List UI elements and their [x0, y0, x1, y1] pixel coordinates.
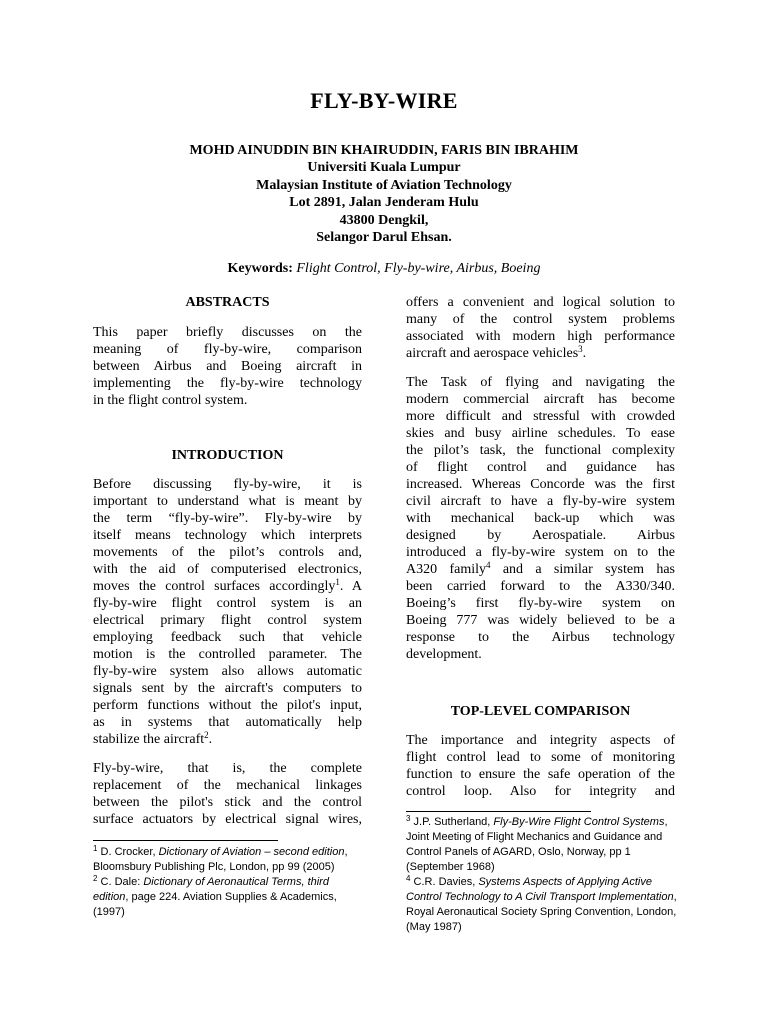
text-line: This paper briefly discusses on the [93, 325, 362, 340]
text-line: modern commercial aircraft has become [406, 392, 675, 407]
footnote-ref-4: 4 [485, 560, 491, 570]
footnote-4 [406, 875, 678, 935]
footnote-ref-2: 2 [204, 730, 209, 740]
text-line: increased. Whereas Concorde was the first [406, 477, 675, 492]
affiliation-university: Universiti Kuala Lumpur [307, 160, 461, 176]
text-line: designed by Aerospatiale. Airbus [406, 528, 675, 543]
text-line: employing feedback such that vehicle [93, 630, 362, 645]
text-line: between Airbus and Boeing aircraft in [93, 359, 362, 374]
footnote-number: 1 [93, 844, 98, 853]
text-line: the term “fly-by-wire”. Fly-by-wire by [93, 511, 362, 526]
text-line: Before discussing fly-by-wire, it is [93, 477, 362, 492]
text-line: motion is the controlled parameter. The [93, 647, 362, 662]
text-line: function to ensure the safe operation of the [406, 767, 675, 782]
text-line: associated with modern high performance [406, 329, 675, 344]
text-line-with-ref [406, 561, 675, 578]
text-line: surface actuators by electrical signal wires, [93, 812, 362, 827]
footnote-title: Systems Aspects of Applying Active Control Technology to A Civil Transport Implementation [406, 876, 674, 903]
address-line-1: Lot 2891, Jalan Jenderam Hulu [289, 195, 479, 211]
footnote-number: 4 [406, 874, 411, 883]
text-line: Boeing 777 was widely believed to be a [406, 613, 675, 628]
text-line: Fly-by-wire, that is, the complete [93, 761, 362, 776]
text-line: implementing the fly-by-wire technology [93, 376, 362, 391]
footnote-text: C. Dale: [97, 876, 144, 888]
text-line: The Task of flying and navigating the [406, 375, 675, 390]
address-line-3: Selangor Darul Ehsan. [316, 230, 452, 246]
footnote-text: J.P. Sutherland, [410, 816, 494, 828]
address-line-2: 43800 Dengkil, [339, 212, 429, 228]
footnote-ref-1: 1 [335, 577, 340, 587]
text-fragment: . [582, 346, 587, 361]
text-fragment: A320 family [406, 562, 486, 577]
text-line: many of the control system problems [406, 312, 675, 327]
text-line: movements of the pilot’s controls and, [93, 545, 362, 560]
footnote-text: , Bloomsbury Publishing Plc, London, pp 99 (2005) [93, 846, 348, 873]
text-line-with-ref [93, 578, 362, 595]
text-line-with-ref [93, 731, 362, 748]
footnote-number: 3 [406, 814, 411, 823]
text-fragment: stabilize the aircraft [93, 732, 205, 747]
footnote-text: C.R. Davies, [410, 876, 479, 888]
text-line: fly-by-wire system also allows automatic [93, 664, 362, 679]
left-column [93, 294, 362, 828]
text-line: between the pilot's stick and the control [93, 795, 362, 810]
introduction-paragraph-1 [93, 476, 362, 748]
text-line: as in systems that automatically help [93, 715, 362, 730]
text-line: with the aid of computerised electronics, [93, 562, 362, 577]
text-line: important to understand what is meant by [93, 494, 362, 509]
text-line: fly-by-wire flight control system is an [93, 596, 362, 611]
introduction-paragraph-2 [93, 760, 362, 828]
text-line: flight control lead to some of monitoring [406, 750, 675, 765]
author-names: MOHD AINUDDIN BIN KHAIRUDDIN, FARIS BIN IBRAHIM [189, 143, 579, 158]
footnote-text: , page 224. Aviation Supplies & Academics, (1997) [93, 891, 337, 918]
text-line: with mechanical back-up which was [406, 511, 675, 526]
text-line: signals sent by the aircraft's computers to [93, 681, 362, 696]
footnote-title: Dictionary of Aviation – second edition [158, 846, 345, 858]
text-line: offers a convenient and logical solution to [406, 295, 675, 310]
text-line: skies and busy airline schedules. To ease [406, 426, 675, 441]
author-block [0, 142, 768, 246]
right-column [406, 294, 675, 800]
text-fragment: aircraft and aerospace vehicles [406, 346, 579, 361]
footnote-divider-left [93, 840, 278, 841]
text-line: control loop. Also for integrity and [406, 784, 675, 799]
right-paragraph-1 [406, 294, 675, 362]
paper-title: FLY-BY-WIRE [310, 88, 458, 113]
text-line: civil aircraft to have a fly-by-wire system [406, 494, 675, 509]
text-fragment: moves the control surfaces accordingly [93, 579, 336, 594]
footnotes-right [406, 815, 678, 935]
footnote-title: Fly-By-Wire Flight Control Systems [493, 816, 665, 828]
text-line-with-ref [406, 345, 675, 362]
footnote-text: , Royal Aeronautical Society Spring Convention, London, (May 1987) [406, 891, 677, 933]
text-line: more difficult and stressful with crowded [406, 409, 675, 424]
introduction-heading: INTRODUCTION [171, 448, 284, 463]
text-line: been carried forward to the A330/340. [406, 579, 675, 594]
text-line: replacement of the mechanical linkages [93, 778, 362, 793]
text-line: response to the Airbus technology [406, 630, 675, 645]
footnote-title: Dictionary of Aeronautical Terms, third edition [93, 876, 329, 903]
keywords-line [0, 261, 768, 277]
affiliation-institute: Malaysian Institute of Aviation Technology [256, 177, 512, 193]
comparison-paragraph [406, 732, 675, 800]
text-line: meaning of fly-by-wire, comparison [93, 342, 362, 357]
footnotes-left [93, 845, 365, 920]
footnote-ref-3: 3 [578, 344, 583, 354]
abstract-heading: ABSTRACTS [185, 295, 270, 310]
right-paragraph-2 [406, 374, 675, 663]
footnote-1 [93, 845, 365, 875]
text-line: introduced a fly-by-wire system on to the [406, 545, 675, 560]
abstract-paragraph [93, 324, 362, 409]
footnote-divider-right [406, 811, 591, 812]
text-line: in the flight control system. [93, 393, 248, 408]
text-line: of flight control and guidance has [406, 460, 675, 475]
text-fragment: . A [339, 579, 362, 594]
keywords-value: Flight Control, Fly-by-wire, Airbus, Boeing [296, 261, 541, 276]
text-line: electrical primary flight control system [93, 613, 362, 628]
text-line: Boeing’s first fly-by-wire system on [406, 596, 675, 611]
text-fragment: and a similar system has [490, 562, 675, 577]
text-line: itself means technology which interprets [93, 528, 362, 543]
footnote-3 [406, 815, 678, 875]
text-line: the pilot’s task, the functional complexity [406, 443, 675, 458]
text-line: The importance and integrity aspects of [406, 733, 675, 748]
keywords-label: Keywords: [227, 261, 293, 276]
footnote-number: 2 [93, 874, 98, 883]
footnote-text: , Joint Meeting of Flight Mechanics and Guidance and Control Panels of AGARD, Oslo, Norway, pp 1 (September 1968) [406, 816, 668, 873]
footnote-text: D. Crocker, [97, 846, 159, 858]
comparison-heading: TOP-LEVEL COMPARISON [450, 704, 631, 719]
footnote-2 [93, 875, 365, 920]
text-line: perform functions without the pilot's input, [93, 698, 362, 713]
text-fragment: . [208, 732, 213, 747]
text-line: development. [406, 647, 482, 662]
